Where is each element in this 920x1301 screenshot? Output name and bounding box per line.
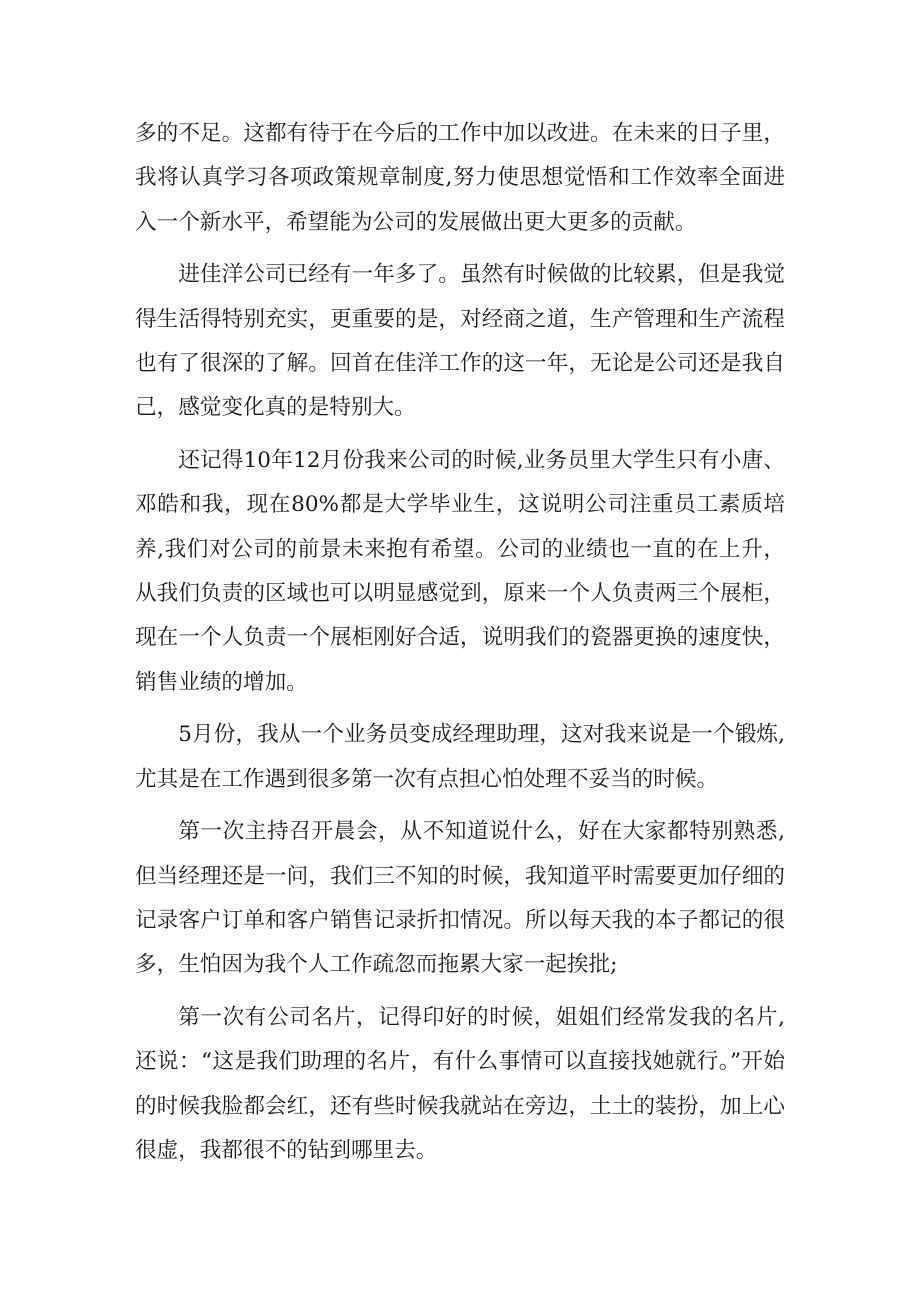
paragraph-4: 5月份，我从一个业务员变成经理助理，这对我来说是一个锻炼,尤其是在工作遇到很多第一次有点担心怕处理不妥当的时候。 [135,722,785,792]
paragraph-3: 还记得10年12月份我来公司的时候,业务员里大学生只有小唐、邓皓和我，现在80%都是大学毕业生，这说明公司注重员工素质培养,我们对公司的前景未来抱有希望。公司的业绩也一直的在上升，从我们负责的区域也可以明显感觉到，原来一个人负责两三个展柜，现在一个人负责一个展柜刚好合适，说明我们的瓷器更换的速度快，销售业绩的增加。 [135,447,785,695]
paragraph-2: 进佳洋公司已经有一年多了。虽然有时候做的比较累，但是我觉得生活得特别充实，更重要的是，对经商之道，生产管理和生产流程也有了很深的了解。回首在佳洋工作的这一年，无论是公司还是我自己，感觉变化真的是特别大。 [135,262,785,421]
paragraph-6: 第一次有公司名片，记得印好的时候，姐姐们经常发我的名片,还说：“这是我们助理的名片，有什么事情可以直接找她就行。”开始的时候我脸都会红，还有些时候我就站在旁边，土土的装扮，加上心很虚，我都很不的钻到哪里去。 [135,1004,785,1163]
paragraph-5: 第一次主持召开晨会，从不知道说什么，好在大家都特别熟悉,但当经理还是一问，我们三不知的时候，我知道平时需要更加仔细的记录客户订单和客户销售记录折扣情况。所以每天我的本子都记的很多，生怕因为我个人工作疏忽而拖累大家一起挨批; [135,819,785,978]
paragraph-1: 多的不足。这都有待于在今后的工作中加以改进。在未来的日子里，我将认真学习各项政策规章制度,努力使思想觉悟和工作效率全面进入一个新水平，希望能为公司的发展做出更大更多的贡献。 [135,121,785,235]
document-page [135,112,785,1181]
